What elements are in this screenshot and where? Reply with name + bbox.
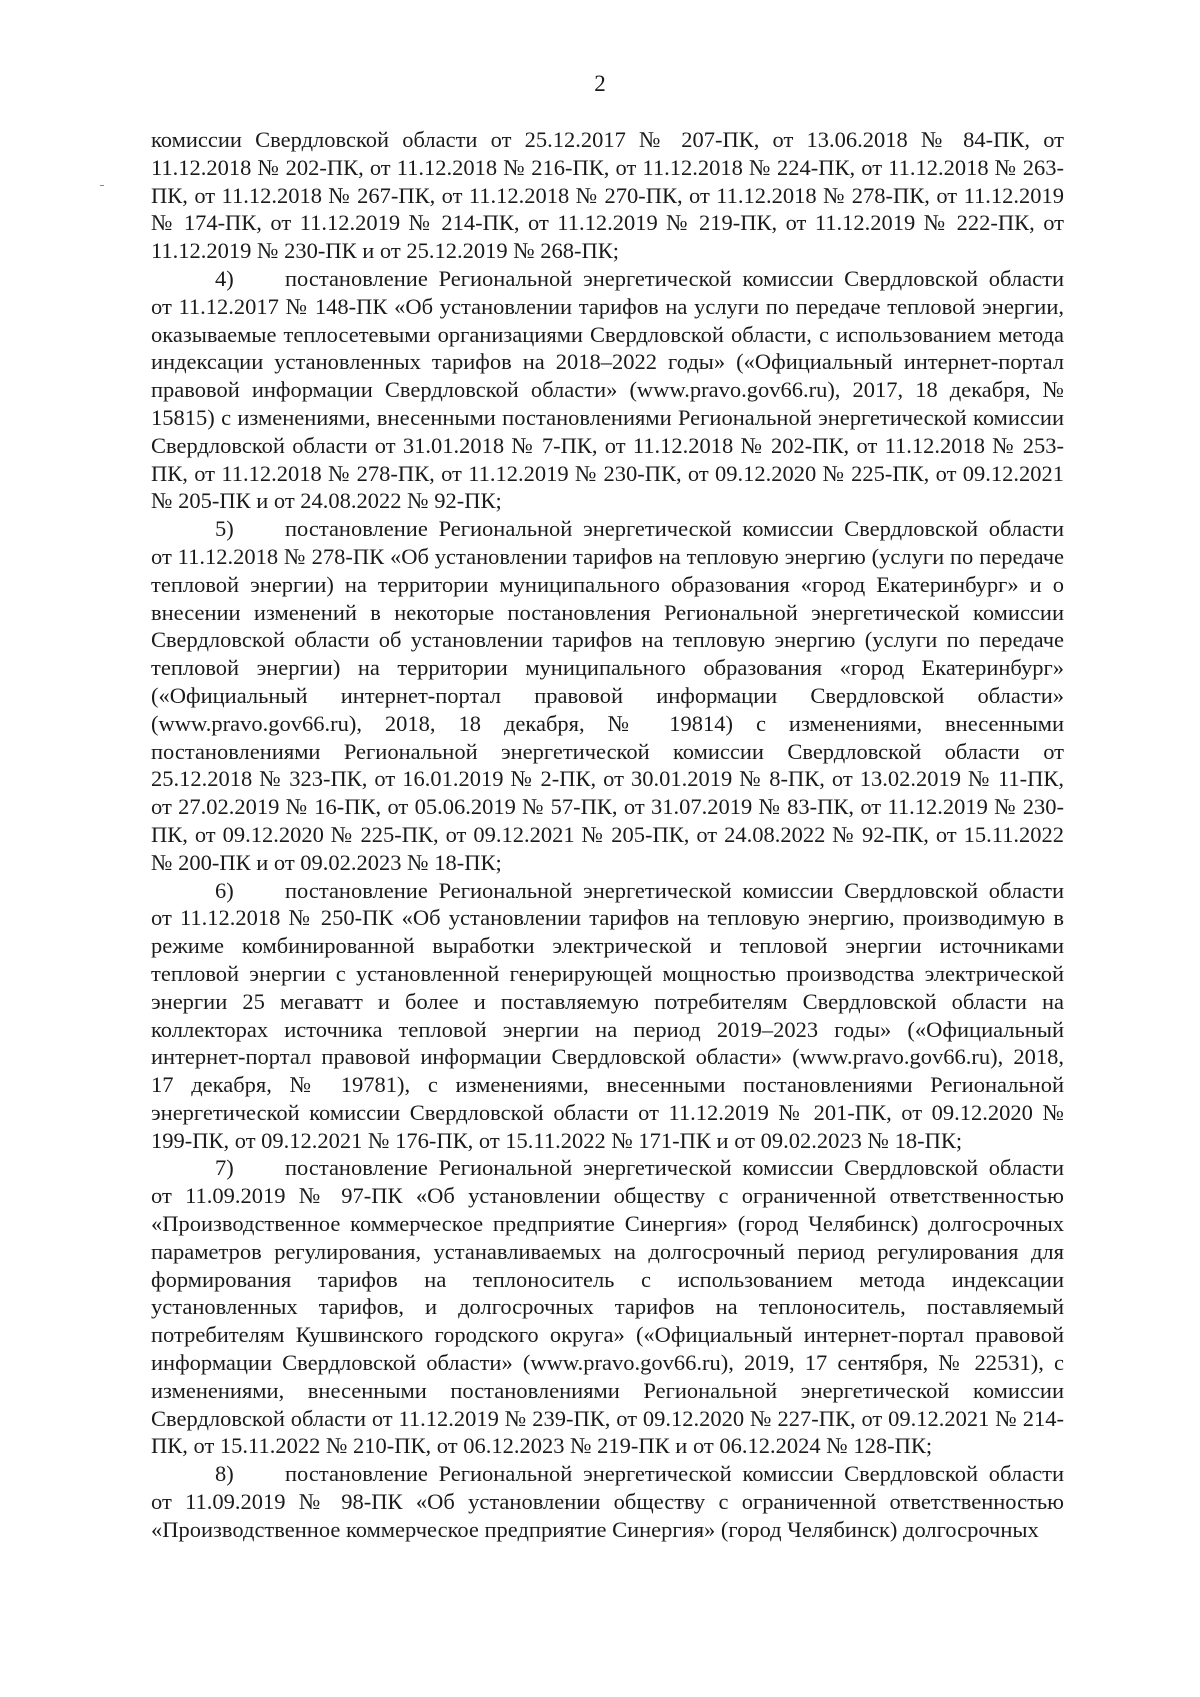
paragraph-text: постановление Региональной энергетической комиссии Свердловской области от 11.12.2018 № 278-ПК «Об установлении тарифов на тепловую энергию (услуги по передаче тепловой энергии) на территории муниципального образования «город Екатеринбург» и о внесении изменений в некоторые постановления Региональной энергетической комиссии Свердловской области об установлении тарифов на тепловую энергию (услуги по передаче тепловой энергии) на территории муниципального образования «город Екатеринбург» («Официальный интернет-портал правовой информации Свердловской области» (www.pravo.gov66.ru), 2018, 18 декабря, № 19814) с изменениями, внесенными постановлениями Региональной энергетической комиссии Свердловской области от 25.12.2018 № 323-ПК, от 16.01.2019 № 2-ПК, от 30.01.2019 № 8-ПК, от 13.02.2019 № 11-ПК, от 27.02.2019 № 16-ПК, от 05.06.2019 № 57-ПК, от 31.07.2019 № 83-ПК, от 11.12.2019 № 230-ПК, от 09.12.2020 № 225-ПК, от 09.12.2021 № 205-ПК, от 24.08.2022 № 92-ПК, от 15.11.2022 № 200-ПК и от 09.02.2023 № 18-ПК;: [151, 516, 1064, 875]
paragraph-text: постановление Региональной энергетической комиссии Свердловской области от 11.09.2019 № 97-ПК «Об установлении обществу с ограниченной ответственностью «Производственное коммерческое предприятие Синергия» (город Челябинск) долгосрочных параметров регулирования, устанавливаемых на долгосрочный период регулирования для формирования тарифов на теплоноситель с использованием метода индексации установленных тарифов, и долгосрочных тарифов на теплоноситель, поставляемый потребителям Кушвинского городского округа» («Официальный интернет-портал правовой информации Свердловской области» (www.pravo.gov66.ru), 2019, 17 сентября, № 22531), с изменениями, внесенными постановлениями Региональной энергетической комиссии Свердловской области от 11.12.2019 № 239-ПК, от 09.12.2020 № 227-ПК, от 09.12.2021 № 214-ПК, от 15.11.2022 № 210-ПК, от 06.12.2023 № 219-ПК и от 06.12.2024 № 128-ПК;: [151, 1155, 1064, 1459]
paragraph-text: постановление Региональной энергетической комиссии Свердловской области от 11.12.2018 № 250-ПК «Об установлении тарифов на тепловую энергию, производимую в режиме комбинированной выработки электрической и тепловой энергии источниками тепловой энергии с установленной генерирующей мощностью производства электрической энергии 25 мегаватт и более и поставляемую потребителям Свердловской области на коллекторах источника тепловой энергии на период 2019–2023 годы» («Официальный интернет-портал правовой информации Свердловской области» (www.pravo.gov66.ru), 2018, 17 декабря, № 19781), с изменениями, внесенными постановлениями Региональной энергетической комиссии Свердловской области от 11.12.2019 № 201-ПК, от 09.12.2020 № 199-ПК, от 09.12.2021 № 176-ПК, от 15.11.2022 № 171-ПК и от 09.02.2023 № 18-ПК;: [151, 877, 1064, 1153]
list-item-number: 7): [215, 1155, 234, 1181]
scan-mark: [100, 185, 104, 186]
page-number: 2: [594, 71, 606, 96]
document-body: [151, 126, 1064, 1544]
list-item-number: 6): [215, 877, 234, 903]
list-item-number: 5): [215, 516, 234, 542]
list-item-5: [151, 515, 1064, 876]
paragraph-text: постановление Региональной энергетической комиссии Свердловской области от 11.09.2019 № 98-ПК «Об установлении обществу с ограниченной ответственностью «Производственное коммерческое предприятие Синергия» (город Челябинск) долгосрочных: [151, 1461, 1064, 1542]
paragraph-text: комиссии Свердловской области от 25.12.2017 № 207-ПК, от 13.06.2018 № 84-ПК, от 11.12.2018 № 202-ПК, от 11.12.2018 № 216-ПК, от 11.12.2018 № 224-ПК, от 11.12.2018 № 263-ПК, от 11.12.2018 № 267-ПК, от 11.12.2018 № 270-ПК, от 11.12.2018 № 278-ПК, от 11.12.2019 № 174-ПК, от 11.12.2019 № 214-ПК, от 11.12.2019 № 219-ПК, от 11.12.2019 № 222-ПК, от 11.12.2019 № 230-ПК и от 25.12.2019 № 268-ПК;: [151, 127, 1064, 264]
list-item-7: [151, 1154, 1064, 1460]
paragraph-continuation: [151, 126, 1064, 265]
list-item-8: [151, 1460, 1064, 1543]
list-item-number: 4): [215, 265, 234, 291]
list-item-number: 8): [215, 1461, 234, 1487]
list-item-4: [151, 265, 1064, 515]
paragraph-text: постановление Региональной энергетической комиссии Свердловской области от 11.12.2017 № 148-ПК «Об установлении тарифов на услуги по передаче тепловой энергии, оказываемые теплосетевыми организациями Свердловской области, с использованием метода индексации установленных тарифов на 2018–2022 годы» («Официальный интернет-портал правовой информации Свердловской области» (www.pravo.gov66.ru), 2017, 18 декабря, № 15815) с изменениями, внесенными постановлениями Региональной энергетической комиссии Свердловской области от 31.01.2018 № 7-ПК, от 11.12.2018 № 202-ПК, от 11.12.2018 № 253-ПК, от 11.12.2018 № 278-ПК, от 11.12.2019 № 230-ПК, от 09.12.2020 № 225-ПК, от 09.12.2021 № 205-ПК и от 24.08.2022 № 92-ПК;: [151, 265, 1064, 514]
list-item-6: [151, 877, 1064, 1155]
